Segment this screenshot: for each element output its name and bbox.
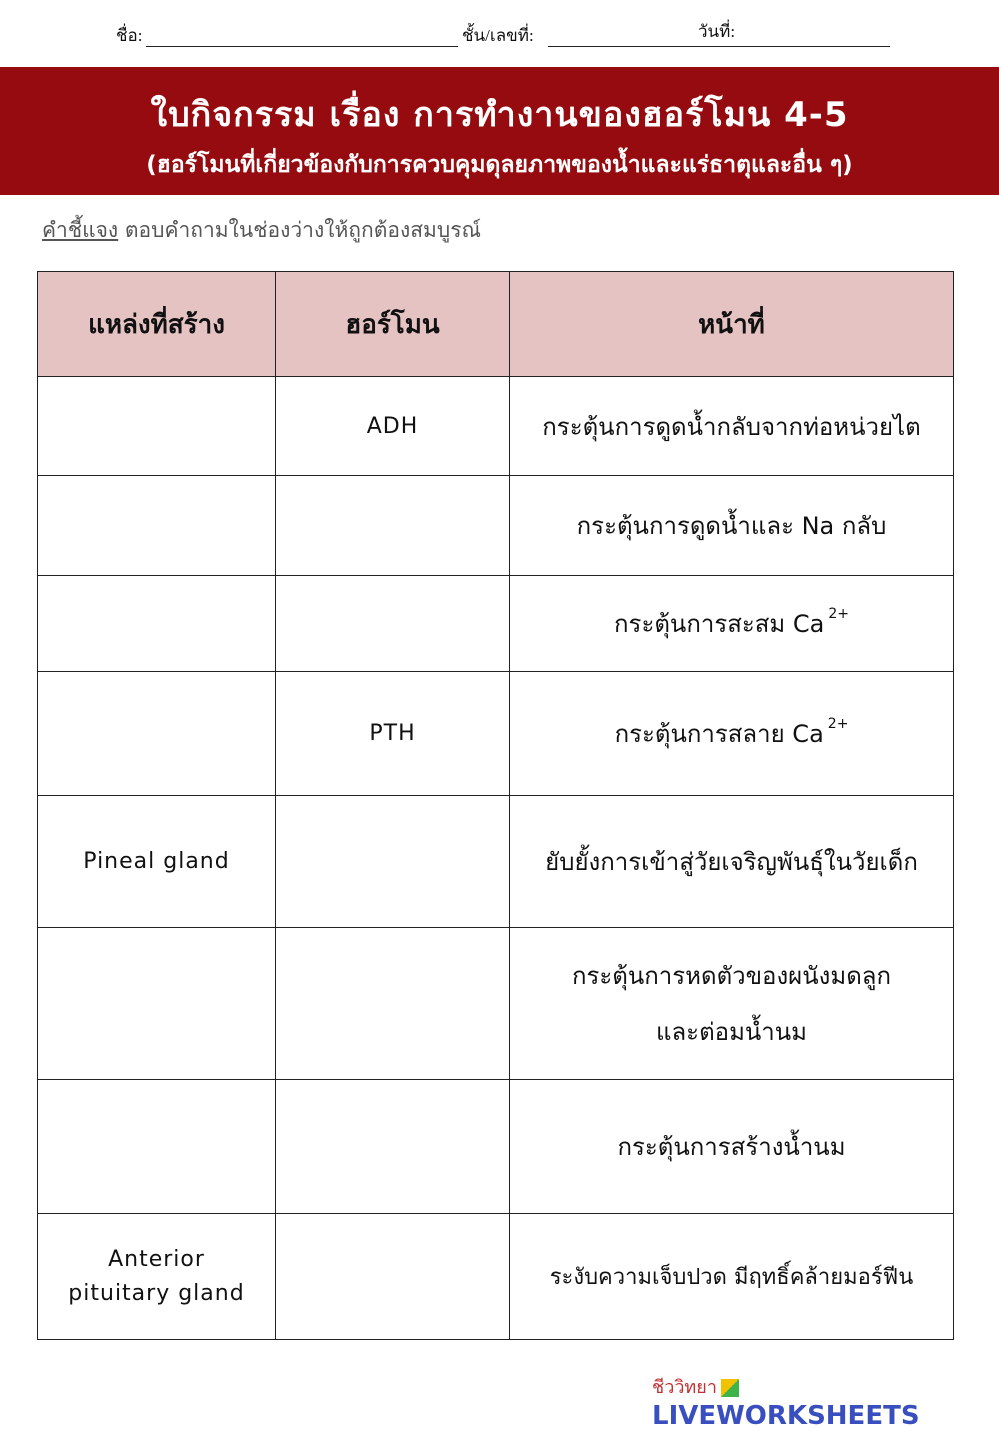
charge-superscript: 2+ <box>828 606 849 622</box>
function-cell: ระงับความเจ็บปวด มีฤทธิ์คล้ายมอร์ฟีน <box>510 1214 954 1340</box>
source-cell[interactable] <box>38 476 276 576</box>
liveworksheets-brand[interactable]: LIVEWORKSHEETS <box>652 1401 920 1431</box>
source-cell[interactable] <box>38 672 276 796</box>
name-label: ชื่อ: <box>116 26 143 45</box>
hormone-cell[interactable] <box>276 576 510 672</box>
function-text: กระตุ้นการหดตัวของผนังมดลูก <box>571 961 892 990</box>
source-text: Anterior <box>108 1246 205 1272</box>
hormone-cell: ADH <box>276 377 510 476</box>
footer <box>652 1372 999 1431</box>
hormone-cell[interactable] <box>276 796 510 928</box>
source-cell[interactable] <box>38 576 276 672</box>
instructions <box>42 214 481 247</box>
function-text: กระตุ้นการสะสม Ca <box>614 610 825 638</box>
table-row <box>38 377 954 476</box>
function-cell <box>510 672 954 796</box>
page-title: ใบกิจกรรม เรื่อง การทำงานของฮอร์โมน 4-5 <box>150 95 849 135</box>
footer-text: ชีววิทยา <box>652 1377 717 1398</box>
date-label: วันที่: <box>698 22 736 41</box>
table-row <box>38 672 954 796</box>
source-text: pituitary gland <box>68 1280 245 1306</box>
table-row <box>38 928 954 1080</box>
function-cell: ยับยั้งการเข้าสู่วัยเจริญพันธุ์ในวัยเด็ก <box>510 796 954 928</box>
hormone-cell[interactable] <box>276 928 510 1080</box>
table-row <box>38 576 954 672</box>
hormone-cell[interactable] <box>276 476 510 576</box>
source-cell <box>38 1214 276 1340</box>
class-label: ชั้น/เลขที่: <box>462 26 534 45</box>
source-cell[interactable] <box>38 377 276 476</box>
source-cell[interactable] <box>38 928 276 1080</box>
liveworksheets-logo-icon <box>721 1379 739 1397</box>
hormone-cell: PTH <box>276 672 510 796</box>
function-cell: กระตุ้นการสร้างน้ำนม <box>510 1080 954 1214</box>
table-row <box>38 1080 954 1214</box>
hormone-cell[interactable] <box>276 1214 510 1340</box>
source-cell[interactable] <box>38 1080 276 1214</box>
title-banner <box>0 67 999 195</box>
function-text: และต่อมน้ำนม <box>656 1017 807 1046</box>
table-row <box>38 796 954 928</box>
table-row <box>38 1214 954 1340</box>
source-cell: Pineal gland <box>38 796 276 928</box>
function-cell: กระตุ้นการดูดน้ำกลับจากท่อหน่วยไต <box>510 377 954 476</box>
hormone-cell[interactable] <box>276 1080 510 1214</box>
instructions-text: ตอบคำถามในช่องว่างให้ถูกต้องสมบูรณ์ <box>118 218 481 242</box>
function-cell <box>510 576 954 672</box>
function-text: กระตุ้นการสลาย Ca <box>614 720 824 748</box>
header-source: แหล่งที่สร้าง <box>38 272 276 377</box>
function-cell: กระตุ้นการดูดน้ำและ Na กลับ <box>510 476 954 576</box>
name-field[interactable] <box>146 46 458 47</box>
student-info-line <box>0 18 999 52</box>
table-row <box>38 476 954 576</box>
page-subtitle: (ฮอร์โมนที่เกี่ยวข้องกับการควบคุมดุลยภาพของน้ำและแร่ธาตุและอื่น ๆ) <box>146 152 853 178</box>
instructions-label: คำชี้แจง <box>42 218 119 242</box>
hormone-table <box>37 271 954 1340</box>
header-function: หน้าที่ <box>510 272 954 377</box>
table-header-row <box>38 272 954 377</box>
charge-superscript: 2+ <box>827 716 849 732</box>
class-field[interactable] <box>548 46 890 47</box>
header-hormone: ฮอร์โมน <box>276 272 510 377</box>
function-cell <box>510 928 954 1080</box>
